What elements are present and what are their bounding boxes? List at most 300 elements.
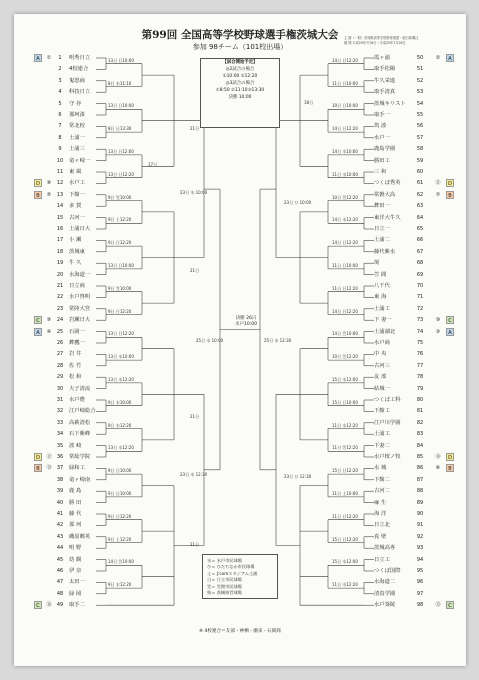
team-name: 佐 竹 [69,362,82,369]
match-schedule: 13日 水12:20 [108,445,134,451]
team-number: 26 [56,340,64,346]
team-number: 8 [58,134,62,141]
seed-number: ⑬ [46,465,52,472]
match-schedule: 10日 日10:00 [332,103,358,109]
venue-item: 土＝ J:comスタジアム土浦 [207,570,258,576]
zone-badge: C [446,601,454,609]
zone-badge: D [34,179,42,187]
team-name: 鉾田一 [374,203,390,210]
match-schedule: 13日 日12:20 [108,331,134,337]
team-name: 江戸川学園 [374,419,401,426]
team-number: 46 [56,568,64,574]
team-name: 日立北 [374,522,390,529]
team-number: 42 [56,522,64,529]
match-schedule: 14日 笠10:00 [108,559,134,565]
round-label: 25日 水 12:30 [264,338,292,343]
team-number: 84 [416,442,424,449]
team-number: 56 [416,123,424,130]
team-number: 68 [416,260,424,267]
team-number: 61 [416,180,424,187]
match-schedule: 9日 日12:20 [108,308,132,314]
team-name: 八千代 [374,283,390,289]
round-label: 23日 ひ 10:00 [284,200,312,205]
team-name: 守 谷 [69,100,82,107]
team-name: 科技日立 [69,89,91,96]
team-number: 12 [56,180,64,187]
team-name: つくば工科 [374,397,401,403]
team-name: 藤代紫水 [374,248,396,255]
team-name: 下館二 [374,476,390,483]
team-name: 東 風 [69,169,82,175]
venue-item: 笠＝ 笠間市民球場 [207,583,242,589]
team-name: 取手一 [374,112,390,118]
team-number: 44 [56,545,64,552]
match-schedule: 13日 日12:20 [108,171,134,177]
zone-badge: D [446,179,454,187]
organizer-line: 主 催（一財）茨城県高等学校野球連盟・朝日新聞社 [344,36,419,40]
seed-number: ⑦ [435,191,441,198]
match-schedule: 14日 日12:20 [332,126,358,132]
team-name: 茨城キリスト [374,100,406,107]
schedule-line: ◎3試合の場合 [225,81,255,86]
team-name: 牛 久 [69,260,82,267]
team-number: 72 [416,305,424,312]
team-number: 11 [56,169,64,175]
team-number: 45 [56,556,64,563]
team-number: 87 [416,476,424,483]
team-name: 結城一 [374,385,390,392]
zone-badge: C [446,316,454,324]
schedule-line: ①8:50 ②11:10③13:30 [215,88,265,93]
team-name: 幼 観 [69,556,82,563]
match-schedule: 11日 笠12:20 [332,445,358,451]
team-name: 日立一 [374,226,390,232]
team-name: 水戸工 [69,180,85,187]
team-name: 太田一 [69,579,85,586]
team-name: 緑和工 [69,465,85,472]
zone-badge: A [446,54,454,62]
match-schedule: 15日 日12:20 [332,536,358,542]
schedule-box [200,58,280,128]
team-name: 明秀日立 [69,55,91,61]
team-number: 35 [56,442,64,449]
team-name: 竜ヶ崎一 [69,157,91,164]
team-name: 土浦一 [69,134,85,141]
team-number: 71 [416,294,424,301]
team-number: 9 [58,146,62,153]
match-schedule: 9日 日12:20 [108,513,132,519]
schedule-final: 決勝 10:00 [228,95,252,100]
match-schedule: 14日 笠10:00 [332,331,358,337]
team-name: 土浦湖北 [374,328,396,335]
team-name: 鬼怒商 [69,77,85,84]
team-name: 下館一 [69,191,85,198]
zone-badge: B [446,191,454,199]
team-name: 土浦工 [374,305,390,312]
team-name: 水戸啓明 [69,294,91,301]
team-number: 43 [56,533,64,540]
team-number: 3 [58,77,62,84]
team-name: 下館工 [374,408,390,415]
team-number: 86 [416,465,424,472]
team-name: 茨城高専 [374,545,396,552]
team-number: 92 [416,533,424,540]
team-number: 48 [56,590,64,597]
round-label: 21日 [190,126,200,131]
team-number: 41 [56,511,64,517]
team-name: 常総学院 [69,454,91,460]
team-number: 65 [416,226,424,232]
match-schedule: 13日 水10:00 [108,354,134,360]
team-name: 江戸崎総合 [69,408,96,415]
team-name: 大子清流 [69,385,91,392]
team-name: 真 壁 [374,533,387,540]
team-number: 19 [56,260,64,267]
team-number: 38 [56,476,64,483]
team-name: 鉾鷹一 [69,340,85,346]
team-number: 16 [56,226,64,232]
seed-number: ⑤ [46,191,52,198]
team-number: 49 [56,602,64,609]
team-number: 7 [58,123,62,130]
team-number: 63 [416,203,424,210]
team-name: 石下紫峰 [69,431,91,438]
seed-number: ⑨ [46,317,52,324]
team-number: 62 [416,191,424,198]
team-number: 94 [416,556,424,563]
team-name: 明 野 [69,545,82,552]
page-subtitle: 参加 98チーム（101校出場） [192,43,288,51]
team-number: 81 [416,408,424,415]
zone-badge: A [446,328,454,336]
team-number: 10 [56,157,64,164]
team-name: 水戸葵陵 [374,602,396,609]
team-name: 下妻二 [374,442,390,449]
team-name: 海 洋 [374,511,387,517]
team-number: 67 [416,248,424,255]
team-number: 22 [56,294,64,301]
team-number: 97 [416,590,424,597]
team-name: 笠 間 [374,271,387,278]
team-number: 25 [56,328,64,335]
match-schedule: 13日 日12:00 [108,148,134,154]
team-number: 66 [416,237,424,244]
period-line: 期 間 平成29年7月8日〜平成29年7月26日 [344,41,406,45]
team-name: 鹿 島 [69,488,82,495]
round-label: 23日 ひ 12:30 [284,474,312,479]
team-number: 54 [416,100,424,107]
team-name: 古河二 [374,488,390,495]
team-number: 51 [416,66,424,73]
team-name: 那 珂 [69,522,82,529]
team-name: 岩 井 [69,351,82,358]
team-number: 5 [58,100,62,107]
team-number: 39 [56,488,64,495]
team-number: 80 [416,397,424,403]
venue-item: 県＝ 茨城県営球場 [207,590,242,596]
team-name: 那珂湊 [69,112,85,118]
match-schedule: 11日 水12:20 [332,582,358,588]
team-name: 高萩清松 [69,419,91,426]
schedule-heading: 【試合開始予定】 [222,60,258,65]
team-number: 34 [56,431,64,438]
team-number: 1 [58,55,62,61]
schedule-line: ◎2試合の場合 [225,67,255,72]
venue-item: 日＝ 日立市民球場 [207,577,242,583]
team-number: 30 [56,385,64,392]
seed-number: ① [46,55,52,61]
team-name: 境 [374,260,380,267]
team-name: 友 部 [374,374,387,381]
team-number: 77 [416,362,424,369]
team-name: 藤 代 [69,511,82,517]
round-label: 21日 [190,542,200,547]
team-name: 東洋大牛久 [374,214,401,221]
team-name: 波 崎 [69,442,82,449]
seed-number: ⑫ [46,454,52,460]
match-schedule: 15日 水12:00 [332,559,358,565]
round-label: 23日 水 10:00 [180,190,208,195]
team-name: 岩瀬日大 [69,317,91,324]
match-schedule: 9日 日12:20 [108,240,132,246]
zone-badge: A [34,54,42,62]
seed-number: ⑪ [435,180,441,187]
team-name: 取手二 [69,602,85,609]
team-number: 89 [416,499,424,506]
match-schedule: 9日 土12:20 [108,217,132,223]
match-schedule: 11日 日10:00 [332,262,358,268]
team-name: 常磐大高 [374,191,396,198]
zone-badge: C [34,601,42,609]
match-schedule: 9日 日10:00 [108,468,132,474]
team-name: 常北校 [69,123,85,130]
seed-number: ③ [435,328,441,335]
team-name: 松 和 [69,374,82,381]
seed-number: ⑮ [435,602,441,609]
zone-badge: D [446,453,454,461]
team-number: 70 [416,283,424,289]
team-name: 石岡一 [69,328,85,335]
team-name: 水海道二 [374,579,396,586]
match-schedule: 11日 日12:20 [332,285,358,291]
match-schedule: 15日 日10:00 [332,399,358,405]
match-schedule: 13日 水12:20 [108,376,134,382]
team-name: 緑 岡 [69,590,82,597]
team-name: つくば国際 [374,568,401,574]
match-schedule: 13日 日10:00 [108,103,134,109]
team-number: 23 [56,305,64,312]
team-number: 69 [416,271,424,278]
team-number: 33 [56,419,64,426]
match-schedule: 9日 水12:20 [108,422,132,428]
team-name: 中 央 [374,351,387,358]
venue-list [203,555,277,599]
team-name: 常陸大宮 [69,305,91,312]
seed-number: ⑩ [435,317,441,324]
team-name: 霞ヶ浦 [374,55,390,61]
venue-item: ひ＝ ひたちなか市民球場 [207,564,255,570]
team-name: 水戸一 [374,134,390,141]
team-number: 82 [416,419,424,426]
team-name: 麻 生 [374,499,387,506]
match-schedule: 15日 水12:00 [332,376,358,382]
zone-badge: B [34,464,42,472]
round-label: 21日 [190,268,200,273]
match-schedule: 15日 日12:20 [332,468,358,474]
match-schedule: 14日 日12:20 [332,57,358,63]
team-number: 52 [416,77,424,84]
team-number: 96 [416,579,424,586]
team-number: 57 [416,134,424,141]
match-schedule: 13日 日10:00 [108,262,134,268]
seed-number: ⑯ [46,602,52,609]
team-name: 土浦日大 [69,226,91,232]
team-number: 37 [56,465,64,472]
team-name: 清真学園 [374,590,396,597]
team-number: 18 [56,248,64,255]
match-schedule: 8日 水11:10 [108,80,132,86]
team-name: 鹿島学園 [374,146,396,153]
team-number: 85 [416,454,424,460]
team-number: 95 [416,568,424,574]
match-schedule: 9日 日10:00 [108,490,132,496]
match-schedule: 14日 水10:00 [332,148,358,154]
team-number: 2 [58,66,62,73]
team-number: 76 [416,351,424,358]
team-name: 磯原郷英 [69,533,91,540]
team-number: 14 [56,203,64,210]
zone-badge: B [446,464,454,472]
round-label: 23日 水 12:30 [180,472,208,477]
team-name: 日立工 [374,556,390,563]
seed-number: ② [435,55,441,61]
team-number: 31 [56,397,64,403]
zone-badge: B [34,191,42,199]
team-name: 小 瀬 [69,237,82,244]
team-name: 取手清真 [374,89,396,96]
team-name: 古河三 [374,362,390,369]
team-number: 74 [416,328,424,335]
team-number: 20 [56,271,64,278]
seed-number: ⑥ [435,465,441,472]
team-number: 90 [416,511,424,517]
match-schedule: 14日 日12:20 [332,308,358,314]
team-name: 三 和 [374,169,387,175]
team-name: 日立商 [69,283,85,289]
team-number: 83 [416,431,424,438]
team-name: 4校連合 [69,66,89,73]
match-schedule: 9日 土12:20 [108,536,132,542]
team-number: 78 [416,374,424,381]
team-number: 60 [416,169,424,175]
match-schedule: 9日 水10:00 [108,399,132,405]
footnote: ※ 4校連合＝友部・神栖・潮来・石岡商 [199,629,281,634]
team-number: 73 [416,317,424,324]
team-name: 下 妻一 [374,317,392,324]
team-number: 50 [416,55,424,61]
round-label: 17日 [148,162,158,167]
team-number: 24 [56,317,64,324]
venue-box [202,554,278,599]
team-name: つくば秀英 [374,180,401,187]
match-schedule: 11日 水12:20 [332,422,358,428]
seed-number: ⑭ [435,454,441,460]
team-name: 土浦三 [69,146,85,153]
match-schedule: 11日 水10:00 [332,171,358,177]
team-name: 土浦二 [374,237,390,244]
team-number: 13 [56,191,64,198]
team-name: 多 賀 [69,203,82,210]
zone-badge: A [34,328,42,336]
team-number: 53 [416,89,424,96]
match-schedule: 8日 日13:30 [108,126,132,132]
match-schedule: 11日 土10:00 [332,490,358,496]
team-number: 4 [58,89,62,96]
team-number: 64 [416,214,424,221]
zone-badge: C [34,316,42,324]
round-label: 21日 [190,414,200,419]
seed-number: ④ [46,328,52,335]
team-name: 取手松陽 [374,66,396,73]
team-name: 古河一 [69,214,85,221]
team-name: 勝田工 [374,157,390,164]
round-label: 18日 [304,100,314,105]
team-number: 40 [56,499,64,506]
team-name: 筑 波 [374,123,387,130]
team-number: 58 [416,146,424,153]
match-schedule: 10日 笠12:20 [332,354,358,360]
bracket-sheet [14,14,466,666]
venue-item: 水＝ 水戸市民球場 [207,558,242,563]
team-name: 水海道一 [69,271,91,278]
seed-number: ⑧ [46,180,52,187]
team-number: 98 [416,602,424,609]
team-name: 茨城東 [69,248,85,255]
match-schedule: 13日 日10:00 [108,57,134,63]
final-venue: 水戸10:00 [235,322,257,327]
team-number: 27 [56,351,64,358]
team-name: 水 城 [374,465,387,472]
page-title: 第99回 全国高等学校野球選手権茨城大会 [141,29,339,41]
match-schedule: 10日 笠12:20 [332,194,358,200]
team-name: 牛久栄進 [374,77,396,84]
team-name: 土浦工 [374,431,390,438]
zone-badge: D [34,453,42,461]
match-schedule: 9日 水12:20 [108,582,132,588]
team-number: 55 [416,112,424,118]
team-number: 36 [56,454,64,460]
team-number: 6 [58,112,62,118]
match-schedule: 11日 日12:20 [332,513,358,519]
team-name: 水戸桜ノ牧 [374,454,401,460]
team-number: 17 [56,237,64,244]
round-label: 25日 水 10:00 [196,338,224,343]
team-name: 東 海 [374,294,387,301]
team-number: 75 [416,340,424,346]
team-number: 15 [56,214,64,221]
team-number: 59 [416,157,424,164]
team-name: 水戸農 [69,397,85,403]
team-number: 29 [56,374,64,381]
match-schedule: 9日 笠10:00 [108,285,132,291]
team-name: 竜ヶ崎南 [69,476,91,483]
team-name: 伊 奈 [69,568,82,574]
team-number: 79 [416,385,424,392]
schedule-line: ①10:00 ②12:20 [222,74,258,79]
match-schedule: 11日 日10:00 [332,80,358,86]
match-schedule: 14日 水12:20 [332,217,358,223]
team-name: 勝 田 [69,499,82,506]
